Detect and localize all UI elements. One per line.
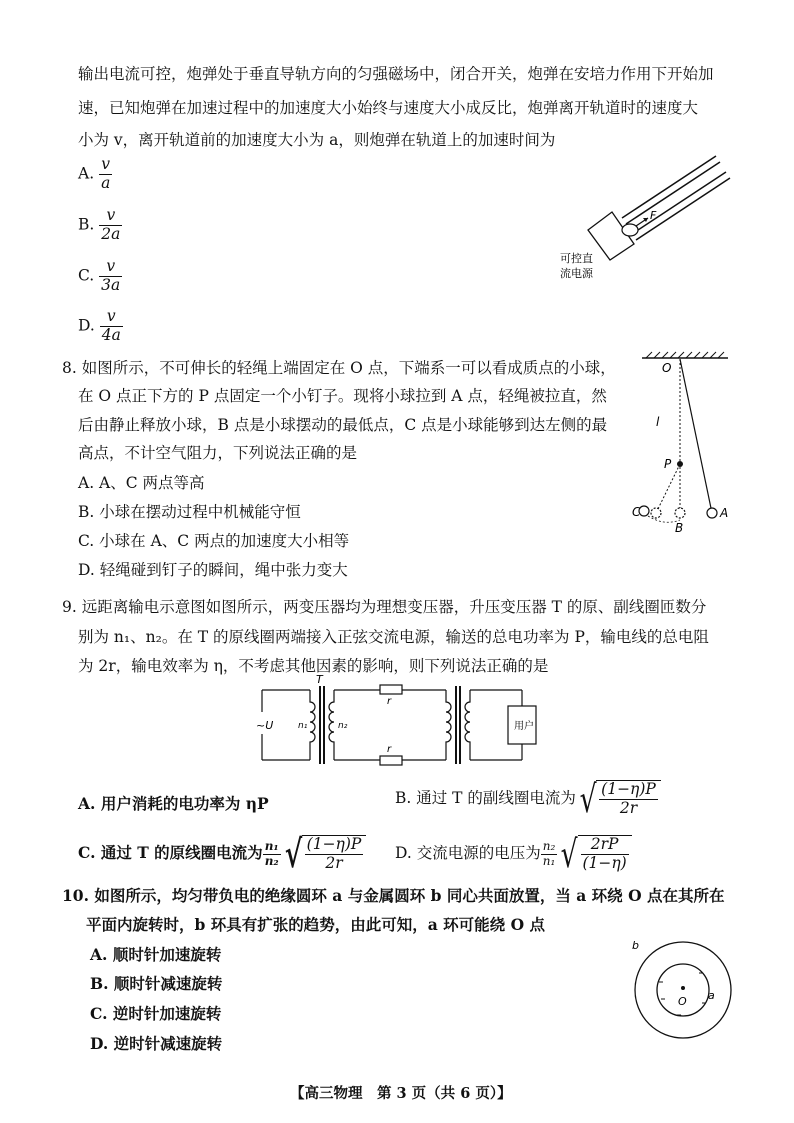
q9-line-1: 9. 远距离输电示意图如图所示，两变压器均为理想变压器，升压变压器 T 的原、副线圈匝数分 bbox=[62, 598, 707, 616]
q9-option-a: A. 用户消耗的电功率为 ηP bbox=[78, 794, 269, 813]
sqrt-icon: √ bbox=[560, 832, 578, 876]
option-label: D. bbox=[78, 316, 95, 335]
d-denominator: (1−η) bbox=[582, 854, 627, 872]
q7-line-3: 小为 v，离开轨道前的加速度大小为 a，则炮弹在轨道上的加速时间为 bbox=[78, 131, 556, 149]
q9-line-2: 别为 n₁、n₂。在 T 的原线圈两端接入正弦交流电源，输送的总电功率为 P，输电线的总电阻 bbox=[78, 628, 709, 646]
q8-option-c: C. 小球在 A、C 两点的加速度大小相等 bbox=[78, 532, 350, 550]
q7-option-a bbox=[78, 156, 112, 193]
d-ratio-num: n₂ bbox=[542, 838, 556, 853]
fraction: $\frac{v}{3a}$ bbox=[101, 257, 121, 294]
center-o-label: O bbox=[678, 995, 687, 1008]
q9-option-d bbox=[395, 832, 632, 876]
point-b-label: B bbox=[675, 521, 684, 535]
resistor-top-label: r bbox=[387, 696, 392, 707]
fraction: $\frac{v}{a}$ bbox=[101, 155, 111, 192]
d-ratio-den: n₁ bbox=[542, 853, 556, 868]
q7-option-c bbox=[78, 258, 122, 295]
c-ratio-den: n₂ bbox=[264, 853, 279, 868]
q8-line-3: 后由静止释放小球，B 点是小球摆动的最低点，C 点是小球能够到达左侧的最 bbox=[78, 416, 608, 434]
n2-label: n₂ bbox=[338, 721, 348, 731]
rings-figure bbox=[628, 935, 738, 1045]
q7-line-2: 速，已知炮弹在加速过程中的加速度大小始终与速度大小成反比，炮弹离开轨道时的速度大 bbox=[78, 99, 699, 117]
sqrt-icon: √ bbox=[579, 777, 597, 821]
q8-option-a: A. A、C 两点等高 bbox=[78, 474, 205, 492]
railgun-figure bbox=[550, 150, 740, 290]
point-c-label: C bbox=[632, 505, 641, 519]
option-label: B. bbox=[78, 215, 95, 234]
q7-option-b bbox=[78, 207, 122, 244]
q8-line-4: 高点，不计空气阻力，下列说法正确的是 bbox=[78, 444, 358, 462]
option-c-prefix: C. 通过 T 的原线圈电流为 bbox=[78, 843, 263, 862]
option-b-prefix: B. 通过 T 的副线圈电流为 bbox=[395, 789, 576, 807]
q7-line-1: 输出电流可控，炮弹处于垂直导轨方向的匀强磁场中，闭合开关，炮弹在安培力作用下开始加 bbox=[78, 65, 714, 83]
c-ratio-num: n₁ bbox=[264, 838, 279, 853]
q8-option-d: D. 轻绳碰到钉子的瞬间，绳中张力变大 bbox=[78, 561, 348, 579]
q8-line-2: 在 O 点正下方的 P 点固定一个小钉子。现将小球拉到 A 点，轻绳被拉直，然 bbox=[78, 387, 607, 405]
point-p-label: P bbox=[664, 457, 672, 471]
page-footer: 【高三物理 第 3 页（共 6 页）】 bbox=[290, 1085, 512, 1102]
c-denominator: 2r bbox=[325, 854, 343, 872]
q9-option-c bbox=[78, 831, 366, 876]
q10-option-d: D. 逆时针减速旋转 bbox=[90, 1034, 223, 1053]
n1-label: n₁ bbox=[298, 721, 308, 731]
ring-b-label: b bbox=[632, 939, 639, 952]
pendulum-figure bbox=[620, 350, 740, 540]
fraction: $\frac{v}{2a}$ bbox=[101, 206, 121, 243]
point-o-label: O bbox=[662, 361, 672, 375]
point-a-label: A bbox=[720, 506, 729, 520]
source-label-1: 可控直 bbox=[560, 252, 593, 265]
fraction: $\frac{v}{4a}$ bbox=[101, 307, 121, 344]
q8-option-b: B. 小球在摆动过程中机械能守恒 bbox=[78, 503, 301, 521]
q10-option-a: A. 顺时针加速旋转 bbox=[90, 945, 222, 964]
source-label-2: 流电源 bbox=[560, 267, 593, 280]
option-d-prefix: D. 交流电源的电压为 bbox=[395, 844, 541, 862]
resistor-bottom-label: r bbox=[387, 744, 392, 755]
length-l-label: l bbox=[656, 415, 660, 429]
source-label: ~U bbox=[256, 719, 274, 732]
ring-a-label: a bbox=[708, 989, 715, 1002]
d-numerator: 2rP bbox=[581, 836, 629, 855]
b-denominator: 2r bbox=[619, 799, 638, 817]
option-label: C. bbox=[78, 266, 95, 285]
option-label: A. bbox=[78, 164, 95, 183]
transformer-t-label: T bbox=[316, 673, 323, 686]
q9-line-3: 为 2r，输电效率为 η，不考虑其他因素的影响，则下列说法正确的是 bbox=[78, 657, 549, 675]
c-numerator: (1−η)P bbox=[306, 835, 362, 854]
q10-line-1: 10. 如图所示，均匀带负电的绝缘圆环 a 与金属圆环 b 同心共面放置，当 a 环绕 O 点在其所在 bbox=[62, 886, 725, 905]
q8-line-1: 8. 如图所示，不可伸长的轻绳上端固定在 O 点，下端系一可以看成质点的小球， bbox=[62, 359, 616, 377]
q10-option-c: C. 逆时针加速旋转 bbox=[90, 1004, 222, 1023]
transmission-circuit-figure bbox=[250, 672, 550, 777]
q10-line-2: 平面内旋转时，b 环具有扩张的趋势，由此可知，a 环可能绕 O 点 bbox=[86, 915, 545, 934]
b-numerator: (1−η)P bbox=[601, 780, 656, 799]
q7-option-d bbox=[78, 308, 123, 345]
user-label: 用户 bbox=[514, 721, 534, 732]
q9-option-b bbox=[395, 777, 661, 821]
force-label: F bbox=[650, 209, 657, 222]
sqrt-icon: √ bbox=[284, 831, 302, 876]
q10-option-b: B. 顺时针减速旋转 bbox=[90, 974, 223, 993]
